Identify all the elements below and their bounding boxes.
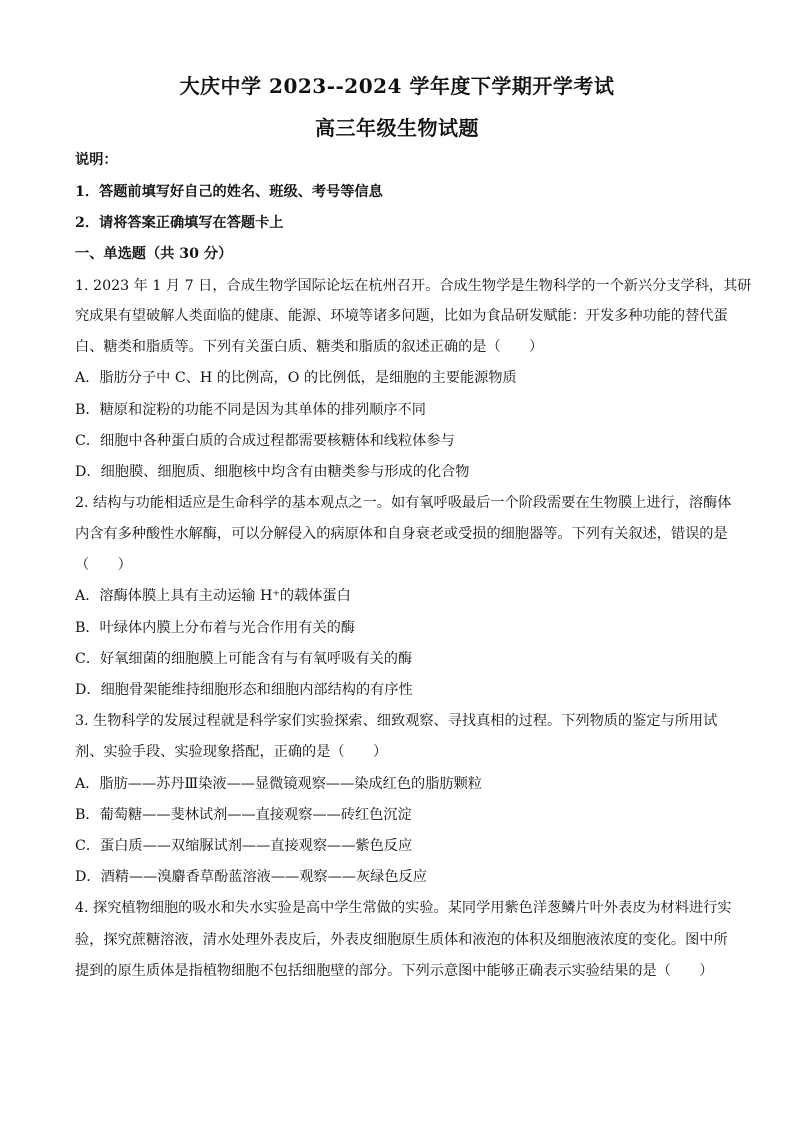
section-heading: 一、单选题（共 30 分） <box>75 246 233 262</box>
instruction-item-2: 2．请将答案正确填写在答题卡上 <box>75 215 284 231</box>
question-2-line-3: （ ） <box>75 557 132 573</box>
exam-subtitle: 高三年级生物试题 <box>315 116 479 140</box>
question-1-option-b: B．糖原和淀粉的功能不同是因为其单体的排列顺序不同 <box>75 402 426 418</box>
question-1-line-1: 1. 2023 年 1 月 7 日，合成生物学国际论坛在杭州召开。合成生物学是生物科学的一个新兴分支学科，其研 <box>75 278 752 294</box>
question-1-option-d: D．细胞膜、细胞质、细胞核中均含有由糖类参与形成的化合物 <box>75 464 470 480</box>
exam-title: 大庆中学 2023--2024 学年度下学期开学考试 <box>179 74 615 98</box>
question-4-line-1: 4. 探究植物细胞的吸水和失水实验是高中学生常做的实验。某同学用紫色洋葱鳞片叶外表皮为材料进行实 <box>75 900 732 916</box>
question-1-option-a: A．脂肪分子中 C、H 的比例高，O 的比例低，是细胞的主要能源物质 <box>75 370 517 386</box>
question-4-line-3: 提到的原生质体是指植物细胞不包括细胞壁的部分。下列示意图中能够正确表示实验结果的是（ ） <box>75 963 714 979</box>
question-2-option-c: C．好氧细菌的细胞膜上可能含有与有氧呼吸有关的酶 <box>75 651 413 667</box>
question-2-line-2: 内含有多种酸性水解酶，可以分解侵入的病原体和自身衰老或受损的细胞器等。下列有关叙述，错误的是 <box>75 526 728 542</box>
question-3-option-b: B．葡萄糖——斐林试剂——直接观察——砖红色沉淀 <box>75 807 412 823</box>
instruction-item-1: 1．答题前填写好自己的姓名、班级、考号等信息 <box>75 184 383 200</box>
question-2-line-1: 2. 结构与功能相适应是生命科学的基本观点之一。如有氧呼吸最后一个阶段需要在生物膜上进行，溶酶体 <box>75 495 732 511</box>
question-4-line-2: 验，探究蔗糖溶液，清水处理外表皮后，外表皮细胞原生质体和液泡的体积及细胞液浓度的变化。图中所 <box>75 932 728 948</box>
question-1-line-3: 白、糖类和脂质等。下列有关蛋白质、糖类和脂质的叙述正确的是（ ） <box>75 339 544 355</box>
question-3-line-2: 剂、实验手段、实验现象搭配，正确的是（ ） <box>75 744 388 760</box>
question-3-line-1: 3. 生物科学的发展过程就是科学家们实验探索、细致观察、寻找真相的过程。下列物质的鉴定与所用试 <box>75 713 718 729</box>
question-1-line-2: 究成果有望破解人类面临的健康、能源、环境等诸多问题，比如为食品研发赋能：开发多种功能的替代蛋 <box>75 308 728 324</box>
question-2-option-a: A．溶酶体膜上具有主动运输 H⁺的载体蛋白 <box>75 588 351 604</box>
question-3-option-d: D．酒精——溴麝香草酚蓝溶液——观察——灰绿色反应 <box>75 869 427 885</box>
instructions-heading: 说明： <box>75 152 118 168</box>
question-3-option-c: C．蛋白质——双缩脲试剂——直接观察——紫色反应 <box>75 838 413 854</box>
question-2-option-b: B．叶绿体内膜上分布着与光合作用有关的酶 <box>75 620 355 636</box>
question-1-option-c: C．细胞中各种蛋白质的合成过程都需要核糖体和线粒体参与 <box>75 433 455 449</box>
question-3-option-a: A．脂肪——苏丹Ⅲ染液——显微镜观察——染成红色的脂肪颗粒 <box>75 776 482 792</box>
question-2-option-d: D．细胞骨架能维持细胞形态和细胞内部结构的有序性 <box>75 682 413 698</box>
